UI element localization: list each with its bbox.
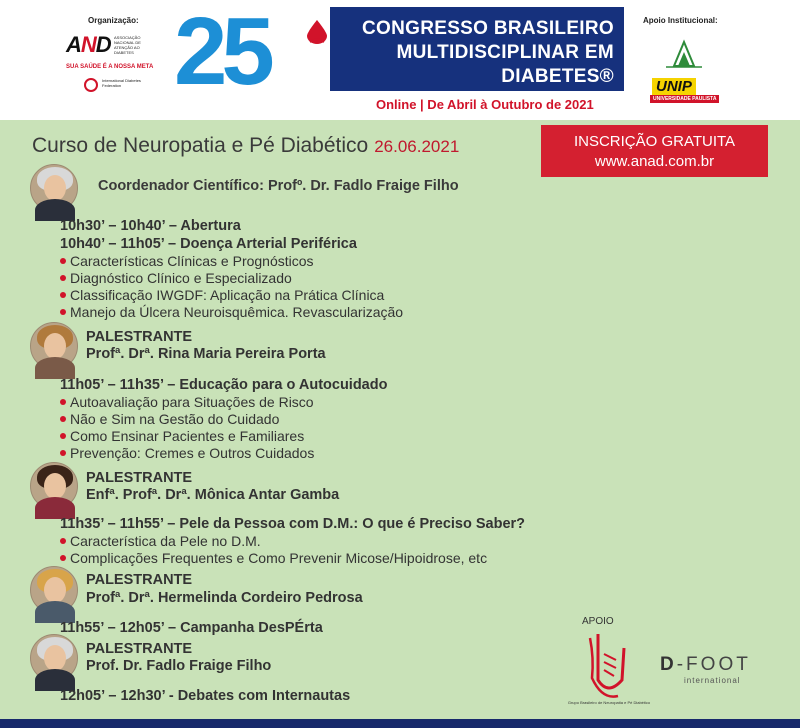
list-item: Características Clínicas e Prognósticos: [60, 253, 314, 269]
inscricao-label: INSCRIÇÃO GRATUITA: [573, 133, 736, 150]
dfoot-logo: [660, 654, 770, 690]
speaker-1-photo: [30, 322, 78, 370]
congress-title-line-1: CONGRESSO BRASILEIRO: [362, 18, 614, 39]
list-item: Característica da Pele no D.M.: [60, 533, 261, 549]
idf-logo: [84, 76, 152, 98]
event-header: [0, 0, 800, 120]
course-title: Curso de Neuropatia e Pé Diabético 26.06.2021: [32, 134, 460, 157]
event-dates: Online | De Abril à Outubro de 2021: [376, 97, 594, 112]
list-item: Complicações Frequentes e Como Prevenir Micose/Hipoidrose, etc: [60, 550, 487, 566]
organizacao-label: Organização:: [88, 16, 139, 25]
idf-text: International Diabetes Federation: [102, 78, 141, 88]
speaker-3-photo: [30, 566, 78, 614]
apoio-label: APOIO: [582, 616, 614, 627]
speaker-1-name: Profª. Drª. Rina Maria Pereira Porta: [86, 346, 326, 362]
anad-subtitle: ASSOCIAÇÃO NACIONAL DE ATENÇÃO AO DIABETES: [114, 35, 141, 55]
edition-number: 25: [174, 0, 269, 105]
inscricao-banner[interactable]: [541, 125, 768, 177]
list-item: Autoavaliação para Situações de Risco: [60, 394, 314, 410]
speaker-4-photo: [30, 634, 78, 682]
speaker-3-name: Profª. Drª. Hermelinda Cordeiro Pedrosa: [86, 590, 363, 606]
schedule-abertura: 10h30’ – 10h40’ – Abertura: [60, 218, 241, 234]
program-panel: [0, 120, 800, 719]
dfoot-subtitle: international: [684, 676, 741, 685]
footer-bar: [0, 719, 800, 728]
speaker-1-label: PALESTRANTE: [86, 329, 193, 345]
svg-text:Grupo Brasileiro de Neuropatia: Grupo Brasileiro de Neuropatia e Pé Diabético: [567, 700, 651, 705]
speaker-4-name: Prof. Dr. Fadlo Fraige Filho: [86, 658, 272, 674]
speaker-4-label: PALESTRANTE: [86, 641, 193, 657]
list-item: Diagnóstico Clínico e Especializado: [60, 270, 292, 286]
speaker-2-name: Enfª. Profª. Drª. Mônica Antar Gamba: [86, 487, 340, 503]
speaker-3-label: PALESTRANTE: [86, 572, 193, 588]
coordinator-photo: [30, 164, 78, 212]
unip-wordmark: UNIP: [652, 78, 696, 95]
unip-subtitle: UNIVERSIDADE PAULISTA: [650, 95, 719, 103]
apoio-institucional-label: Apoio Institucional:: [643, 16, 718, 25]
anad-slogan: SUA SAÚDE É A NOSSA META: [66, 64, 154, 70]
congress-title-box: [330, 7, 624, 91]
list-item: Manejo da Úlcera Neuroisquêmica. Revascularização: [60, 304, 403, 320]
list-item: Classificação IWGDF: Aplicação na Prática Clínica: [60, 287, 384, 303]
anad-wordmark: AND: [66, 32, 111, 57]
course-date: 26.06.2021: [374, 137, 460, 156]
dfoot-wordmark: D-FOOT: [660, 654, 751, 675]
fmabc-logo: [660, 36, 708, 70]
congress-title-line-2: MULTIDISCIPLINAR EM: [396, 42, 614, 63]
grupo-brasileiro-logo: [567, 628, 651, 710]
unip-logo: [650, 78, 720, 104]
speaker-2-photo: [30, 462, 78, 510]
congress-title-line-3: DIABETES®: [501, 66, 614, 87]
anad-logo: [66, 32, 152, 66]
blood-drop-icon: [307, 20, 327, 44]
idf-circle-icon: [84, 78, 98, 92]
coordinator-line: Coordenador Científico: Profº. Dr. Fadlo Fraige Filho: [98, 178, 459, 194]
schedule-block-5-time: 12h05’ – 12h30’ - Debates com Internautas: [60, 688, 351, 704]
list-item: Não e Sim na Gestão do Cuidado: [60, 411, 279, 427]
inscricao-url[interactable]: www.anad.com.br: [594, 153, 715, 170]
schedule-block-1-time: 10h40’ – 11h05’ – Doença Arterial Periférica: [60, 236, 357, 252]
list-item: Como Ensinar Pacientes e Familiares: [60, 428, 304, 444]
schedule-block-2-time: 11h05’ – 11h35’ – Educação para o Autocuidado: [60, 377, 388, 393]
list-item: Prevenção: Cremes e Outros Cuidados: [60, 445, 314, 461]
schedule-block-3-time: 11h35’ – 11h55’ – Pele da Pessoa com D.M.: O que é Preciso Saber?: [60, 516, 526, 532]
speaker-2-label: PALESTRANTE: [86, 470, 193, 486]
schedule-block-4-time: 11h55’ – 12h05’ – Campanha DesPÉrta: [60, 620, 323, 636]
